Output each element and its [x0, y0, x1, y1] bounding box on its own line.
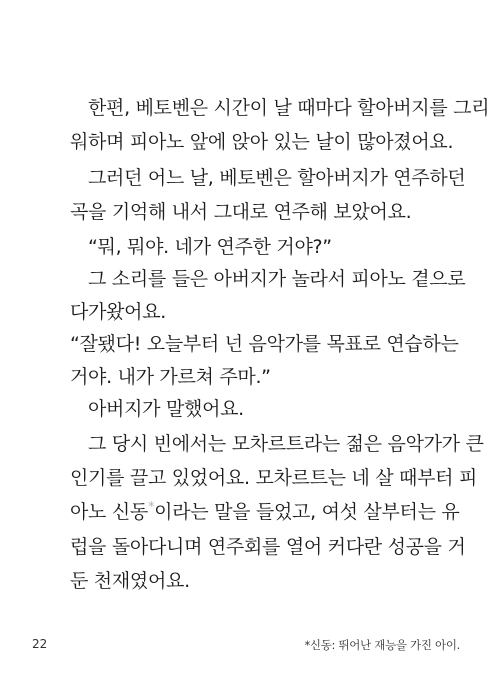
- dialogue-line: “잘됐다! 오늘부터 넌 음악가를 목표로 연습하는: [70, 333, 459, 355]
- text-line: 다가왔어요.: [70, 301, 167, 323]
- footnote-marker: *: [147, 500, 155, 515]
- page-number: 22: [32, 637, 48, 651]
- text-line: 인기를 끌고 있었어요. 모차르트는 네 살 때부터 피: [70, 467, 477, 489]
- text-line: 그 당시 빈에서는 모차르트라는 젊은 음악가가 큰: [88, 433, 484, 455]
- text-segment: 이라는 말을 들었고, 여섯 살부터는 유: [154, 501, 460, 523]
- text-line: 럽을 돌아다니며 연주회를 열어 커다란 성공을 거: [70, 536, 466, 558]
- text-line: 그 소리를 들은 아버지가 놀라서 피아노 곁으로: [88, 268, 466, 290]
- text-line: 곡을 기억해 내서 그대로 연주해 보았어요.: [70, 201, 412, 223]
- dialogue-line: 거야. 내가 가르쳐 주마.”: [70, 366, 271, 388]
- text-segment: 아노 신동*: [70, 500, 155, 523]
- text-line-with-footnote: [70, 500, 460, 524]
- text-line: 아버지가 말했어요.: [88, 398, 244, 420]
- text-line: 그러던 어느 날, 베토벤은 할아버지가 연주하던: [88, 167, 466, 189]
- dialogue-line: “뭐, 뭐야. 네가 연주한 거야?”: [88, 236, 332, 258]
- text-line: 한편, 베토벤은 시간이 날 때마다 할아버지를 그리: [88, 97, 490, 119]
- text-line: 워하며 피아노 앞에 앉아 있는 날이 많아졌어요.: [70, 131, 454, 153]
- footnote: *신동: 뛰어난 재능을 가진 아이.: [304, 638, 460, 652]
- text-line: 둔 천재였어요.: [70, 570, 190, 592]
